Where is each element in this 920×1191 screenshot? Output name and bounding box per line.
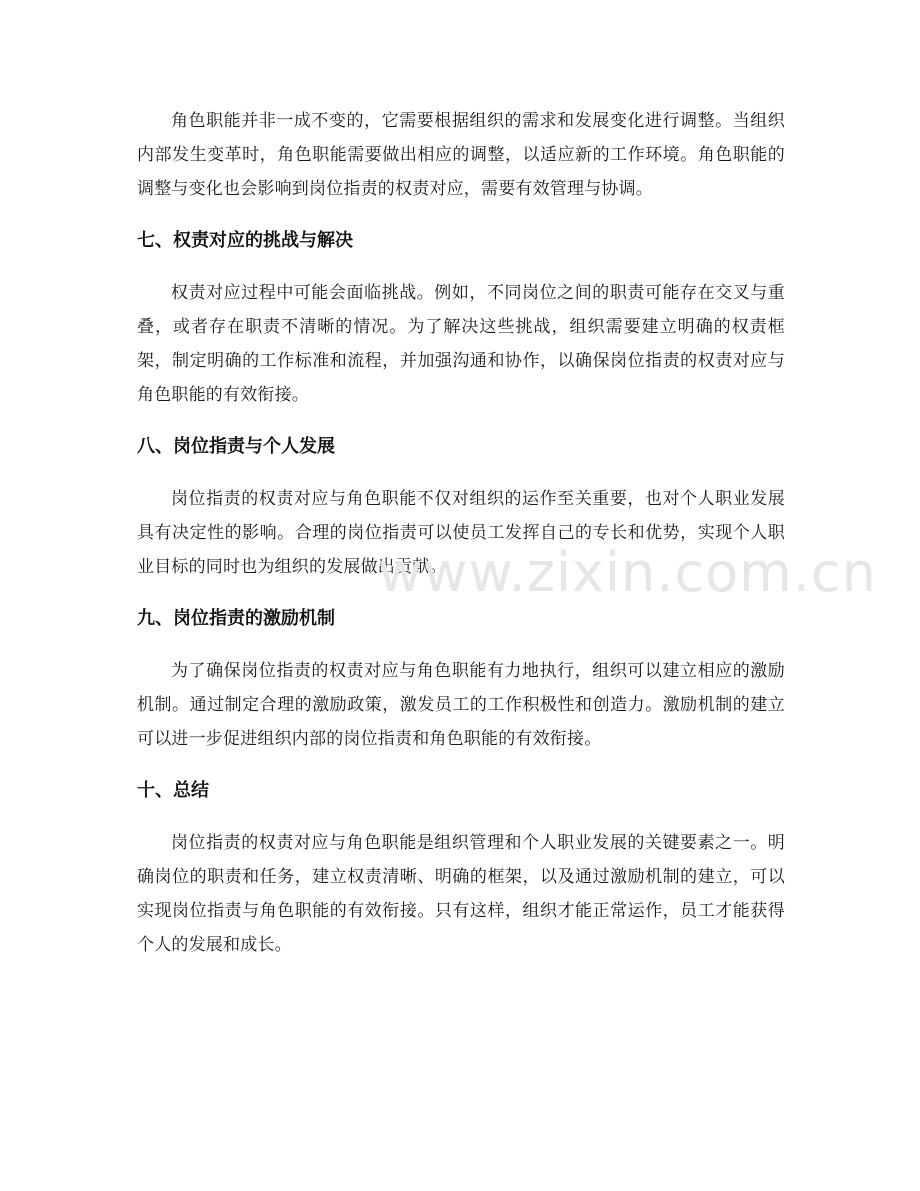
document-body (137, 104, 785, 962)
heading-section-7: 七、权责对应的挑战与解决 (137, 230, 353, 251)
heading-section-10: 十、总结 (137, 780, 209, 801)
watermark: www.zixin.com.cn (378, 541, 877, 604)
paragraph-role-adjustment: 角色职能并非一成不变的，它需要根据组织的需求和发展变化进行调整。当组织内部发生变革时，角色职能需要做出相应的调整，以适应新的工作环境。角色职能的调整与变化也会影响到岗位指责的权责对应，需要有效管理与协调。 (137, 111, 785, 199)
paragraph-section-10: 岗位指责的权责对应与角色职能是组织管理和个人职业发展的关键要素之一。明确岗位的职责和任务，建立权责清晰、明确的框架，以及通过激励机制的建立，可以实现岗位指责与角色职能的有效衔接。只有这样，组织才能正常运作，员工才能获得个人的发展和成长。 (137, 833, 785, 955)
heading-section-9: 九、岗位指责的激励机制 (137, 608, 335, 629)
paragraph-section-9: 为了确保岗位指责的权责对应与角色职能有力地执行，组织可以建立相应的激励机制。通过制定合理的激励政策，激发员工的工作积极性和创造力。激励机制的建立可以进一步促进组织内部的岗位指责和角色职能的有效衔接。 (137, 661, 785, 749)
paragraph-section-8: 岗位指责的权责对应与角色职能不仅对组织的运作至关重要，也对个人职业发展具有决定性的影响。合理的岗位指责可以使员工发挥自己的专长和优势，实现个人职业目标的同时也为组织的发展做出贡献。 (137, 489, 785, 577)
heading-section-8: 八、岗位指责与个人发展 (137, 436, 335, 457)
paragraph-section-7: 权责对应过程中可能会面临挑战。例如，不同岗位之间的职责可能存在交叉与重叠，或者存在职责不清晰的情况。为了解决这些挑战，组织需要建立明确的权责框架，制定明确的工作标准和流程，并加强沟通和协作，以确保岗位指责的权责对应与角色职能的有效衔接。 (137, 283, 785, 405)
